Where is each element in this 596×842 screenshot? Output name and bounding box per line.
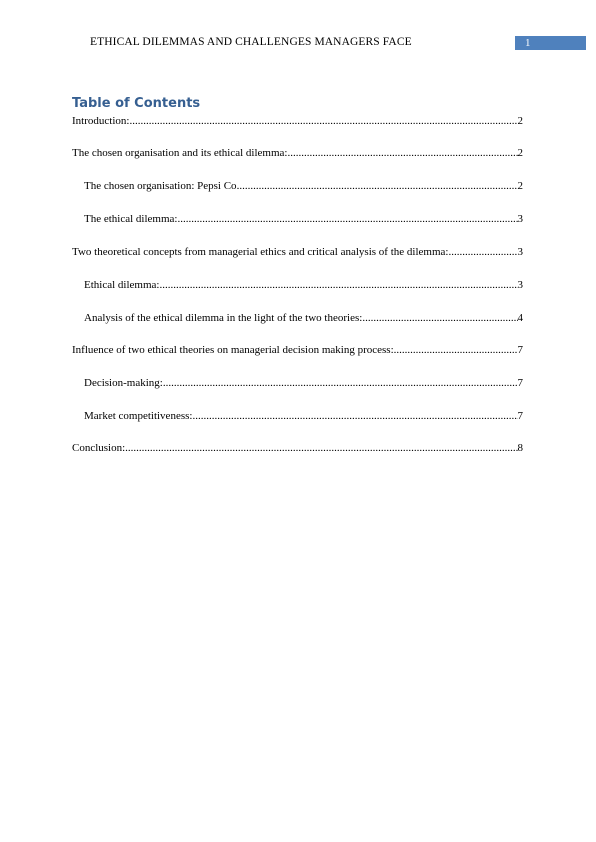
toc-entry-page: 4	[517, 312, 523, 324]
toc-leader-dots	[163, 377, 518, 389]
toc-entry-influence-of-theories[interactable]	[72, 344, 523, 358]
toc-entry-ethical-dilemma[interactable]	[84, 279, 523, 293]
toc-leader-dots	[129, 115, 517, 127]
toc-entry-text: Decision-making:	[84, 377, 163, 389]
toc-leader-dots	[394, 344, 518, 356]
toc-entry-page: 2	[517, 115, 523, 127]
toc-entry-conclusion[interactable]	[72, 442, 523, 456]
toc-entry-text: The ethical dilemma:	[84, 213, 178, 225]
toc-entry-chosen-organisation-dilemma[interactable]	[72, 147, 523, 161]
toc-entry-market-competitiveness[interactable]	[84, 410, 523, 424]
toc-entry-text: Ethical dilemma:	[84, 279, 160, 291]
toc-entry-text: Analysis of the ethical dilemma in the light of the two theories:	[84, 312, 363, 324]
toc-entry-text: Conclusion:	[72, 442, 126, 454]
toc-entry-the-ethical-dilemma[interactable]	[84, 213, 523, 227]
toc-entry-text: Introduction:	[72, 115, 130, 127]
toc-leader-dots	[448, 246, 517, 258]
toc-entry-text: Influence of two ethical theories on managerial decision making process:	[72, 344, 394, 356]
toc-entry-text: Market competitiveness:	[84, 410, 193, 422]
toc-entry-text: Two theoretical concepts from managerial ethics and critical analysis of the dilemma:	[72, 246, 449, 258]
toc-entry-text: The chosen organisation: Pepsi Co	[84, 180, 237, 192]
toc-entry-page: 3	[517, 246, 523, 258]
toc-entry-page: 7	[517, 344, 523, 356]
toc-entry-pepsi-co[interactable]	[84, 180, 523, 194]
toc-leader-dots	[362, 312, 517, 324]
toc-entry-page: 7	[517, 410, 523, 422]
toc-entry-page: 3	[517, 279, 523, 291]
toc-leader-dots	[287, 147, 517, 159]
toc-entry-introduction[interactable]	[72, 115, 523, 129]
toc-entry-page: 2	[517, 180, 523, 192]
toc-entry-analysis-of-dilemma[interactable]	[84, 312, 523, 326]
toc-entry-page: 2	[517, 147, 523, 159]
toc-entry-text: The chosen organisation and its ethical dilemma:	[72, 147, 288, 159]
toc-entry-page: 7	[517, 377, 523, 389]
toc-leader-dots	[192, 410, 517, 422]
toc-leader-dots	[177, 213, 517, 225]
toc-leader-dots	[237, 180, 518, 192]
toc-leader-dots	[159, 279, 517, 291]
toc-entry-page: 3	[517, 213, 523, 225]
toc-heading: Table of Contents	[72, 96, 201, 111]
toc-entry-page: 8	[517, 442, 523, 454]
toc-entry-two-theoretical-concepts[interactable]	[72, 246, 523, 260]
toc-leader-dots	[125, 442, 517, 454]
page-number-badge: 1	[515, 36, 586, 50]
running-header-title: ETHICAL DILEMMAS AND CHALLENGES MANAGERS FACE	[90, 36, 412, 48]
toc-entry-decision-making[interactable]	[84, 377, 523, 391]
